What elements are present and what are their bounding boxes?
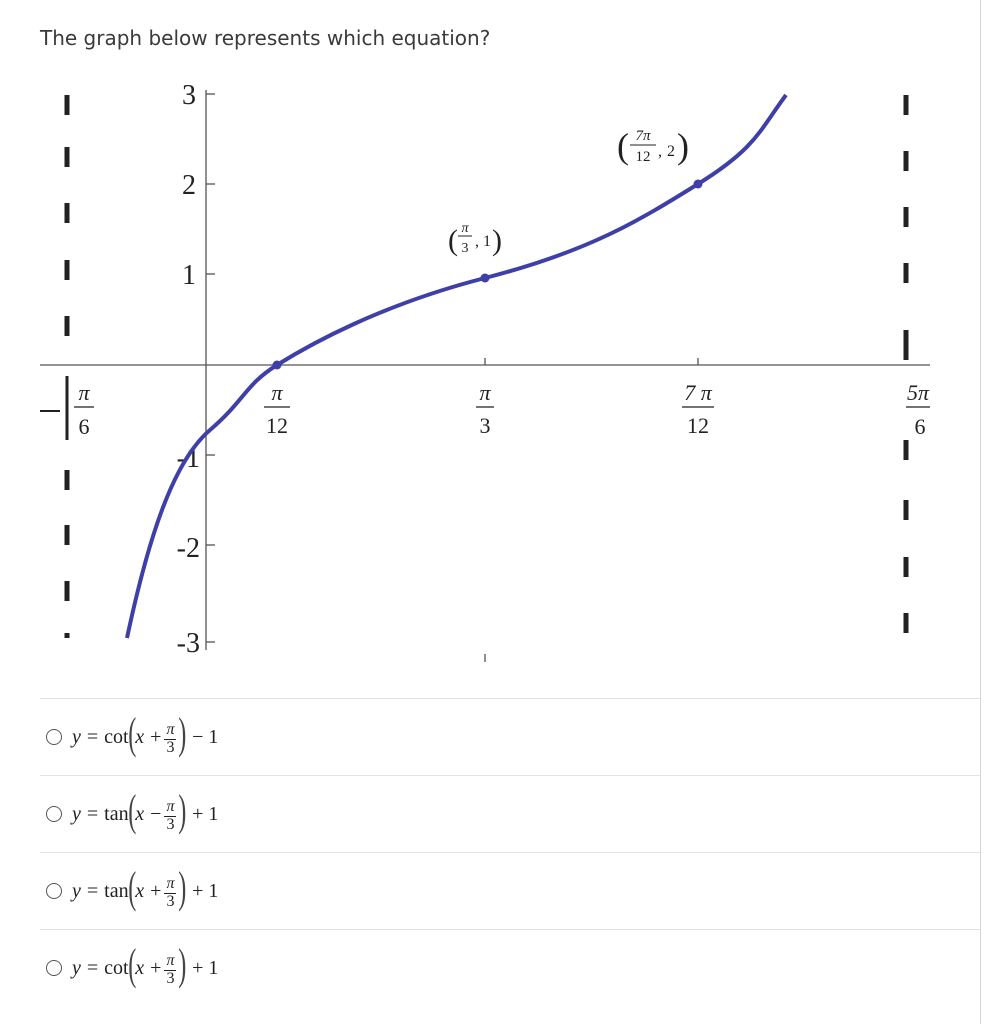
graph bbox=[0, 60, 980, 680]
y-tick-labels bbox=[177, 80, 200, 659]
x-tick-labels bbox=[40, 380, 930, 439]
equation: y = cot ( x + $\frac{\pi}{3}$ ) + 1 bbox=[72, 940, 219, 989]
svg-text:,: , bbox=[658, 143, 662, 160]
tangent-curve bbox=[127, 95, 786, 638]
equation: y = tan ( x + $\frac{\pi}{3}$ ) + 1 bbox=[72, 863, 219, 912]
svg-text:2: 2 bbox=[667, 143, 675, 160]
panel-border bbox=[980, 0, 981, 1024]
x-ticks bbox=[485, 358, 698, 662]
x-label-pi3-num: π bbox=[479, 380, 491, 405]
y-label-neg3: -3 bbox=[176, 628, 200, 659]
option-4[interactable] bbox=[40, 929, 980, 1006]
svg-text:): ) bbox=[677, 126, 689, 166]
y-label-neg1: -1 bbox=[176, 443, 200, 474]
radio-button[interactable] bbox=[46, 806, 62, 822]
option-3[interactable] bbox=[40, 852, 980, 929]
radio-button[interactable] bbox=[46, 729, 62, 745]
x-label-5pi6-den: 6 bbox=[914, 414, 926, 439]
x-label-neg-pi6-num: π bbox=[78, 380, 90, 405]
y-ticks bbox=[206, 94, 215, 642]
x-label-7pi12-den: 12 bbox=[687, 413, 709, 438]
x-label-neg-pi6-den: 6 bbox=[78, 414, 90, 439]
y-label-1: 1 bbox=[182, 260, 196, 291]
svg-text:1: 1 bbox=[483, 233, 491, 250]
axes bbox=[40, 90, 930, 650]
equation: y = tan ( x − $\frac{\pi}{3}$ ) + 1 bbox=[72, 786, 219, 835]
x-label-pi12-den: 12 bbox=[266, 413, 288, 438]
point-label-7pi12 bbox=[617, 126, 689, 166]
svg-text:3: 3 bbox=[461, 241, 469, 256]
y-label-neg2: -2 bbox=[176, 533, 200, 564]
option-1[interactable] bbox=[40, 698, 980, 775]
option-2[interactable] bbox=[40, 775, 980, 852]
graph-svg bbox=[0, 60, 980, 680]
point-label-pi3 bbox=[448, 221, 502, 257]
equation: y = cot ( x + $\frac{\pi}{3}$ ) − 1 bbox=[72, 709, 219, 758]
svg-text:7π: 7π bbox=[635, 128, 651, 144]
x-label-pi12-num: π bbox=[271, 380, 283, 405]
radio-button[interactable] bbox=[46, 883, 62, 899]
point-pi12-0 bbox=[273, 361, 282, 370]
svg-text:): ) bbox=[492, 224, 502, 257]
x-label-7pi12-num: 7 π bbox=[684, 380, 712, 405]
y-label-3: 3 bbox=[182, 80, 196, 111]
svg-text:,: , bbox=[475, 233, 479, 250]
point-7pi12-2 bbox=[694, 180, 703, 189]
svg-text:12: 12 bbox=[635, 149, 651, 165]
svg-text:(: ( bbox=[617, 126, 629, 166]
svg-text:(: ( bbox=[448, 224, 458, 257]
answer-options bbox=[40, 698, 980, 1006]
x-label-pi3-den: 3 bbox=[479, 413, 491, 438]
question-text: The graph below represents which equation? bbox=[40, 26, 491, 50]
y-label-2: 2 bbox=[182, 170, 196, 201]
x-label-5pi6-num: 5π bbox=[906, 380, 930, 405]
point-pi3-1 bbox=[481, 274, 490, 283]
radio-button[interactable] bbox=[46, 960, 62, 976]
svg-text:π: π bbox=[461, 221, 469, 236]
